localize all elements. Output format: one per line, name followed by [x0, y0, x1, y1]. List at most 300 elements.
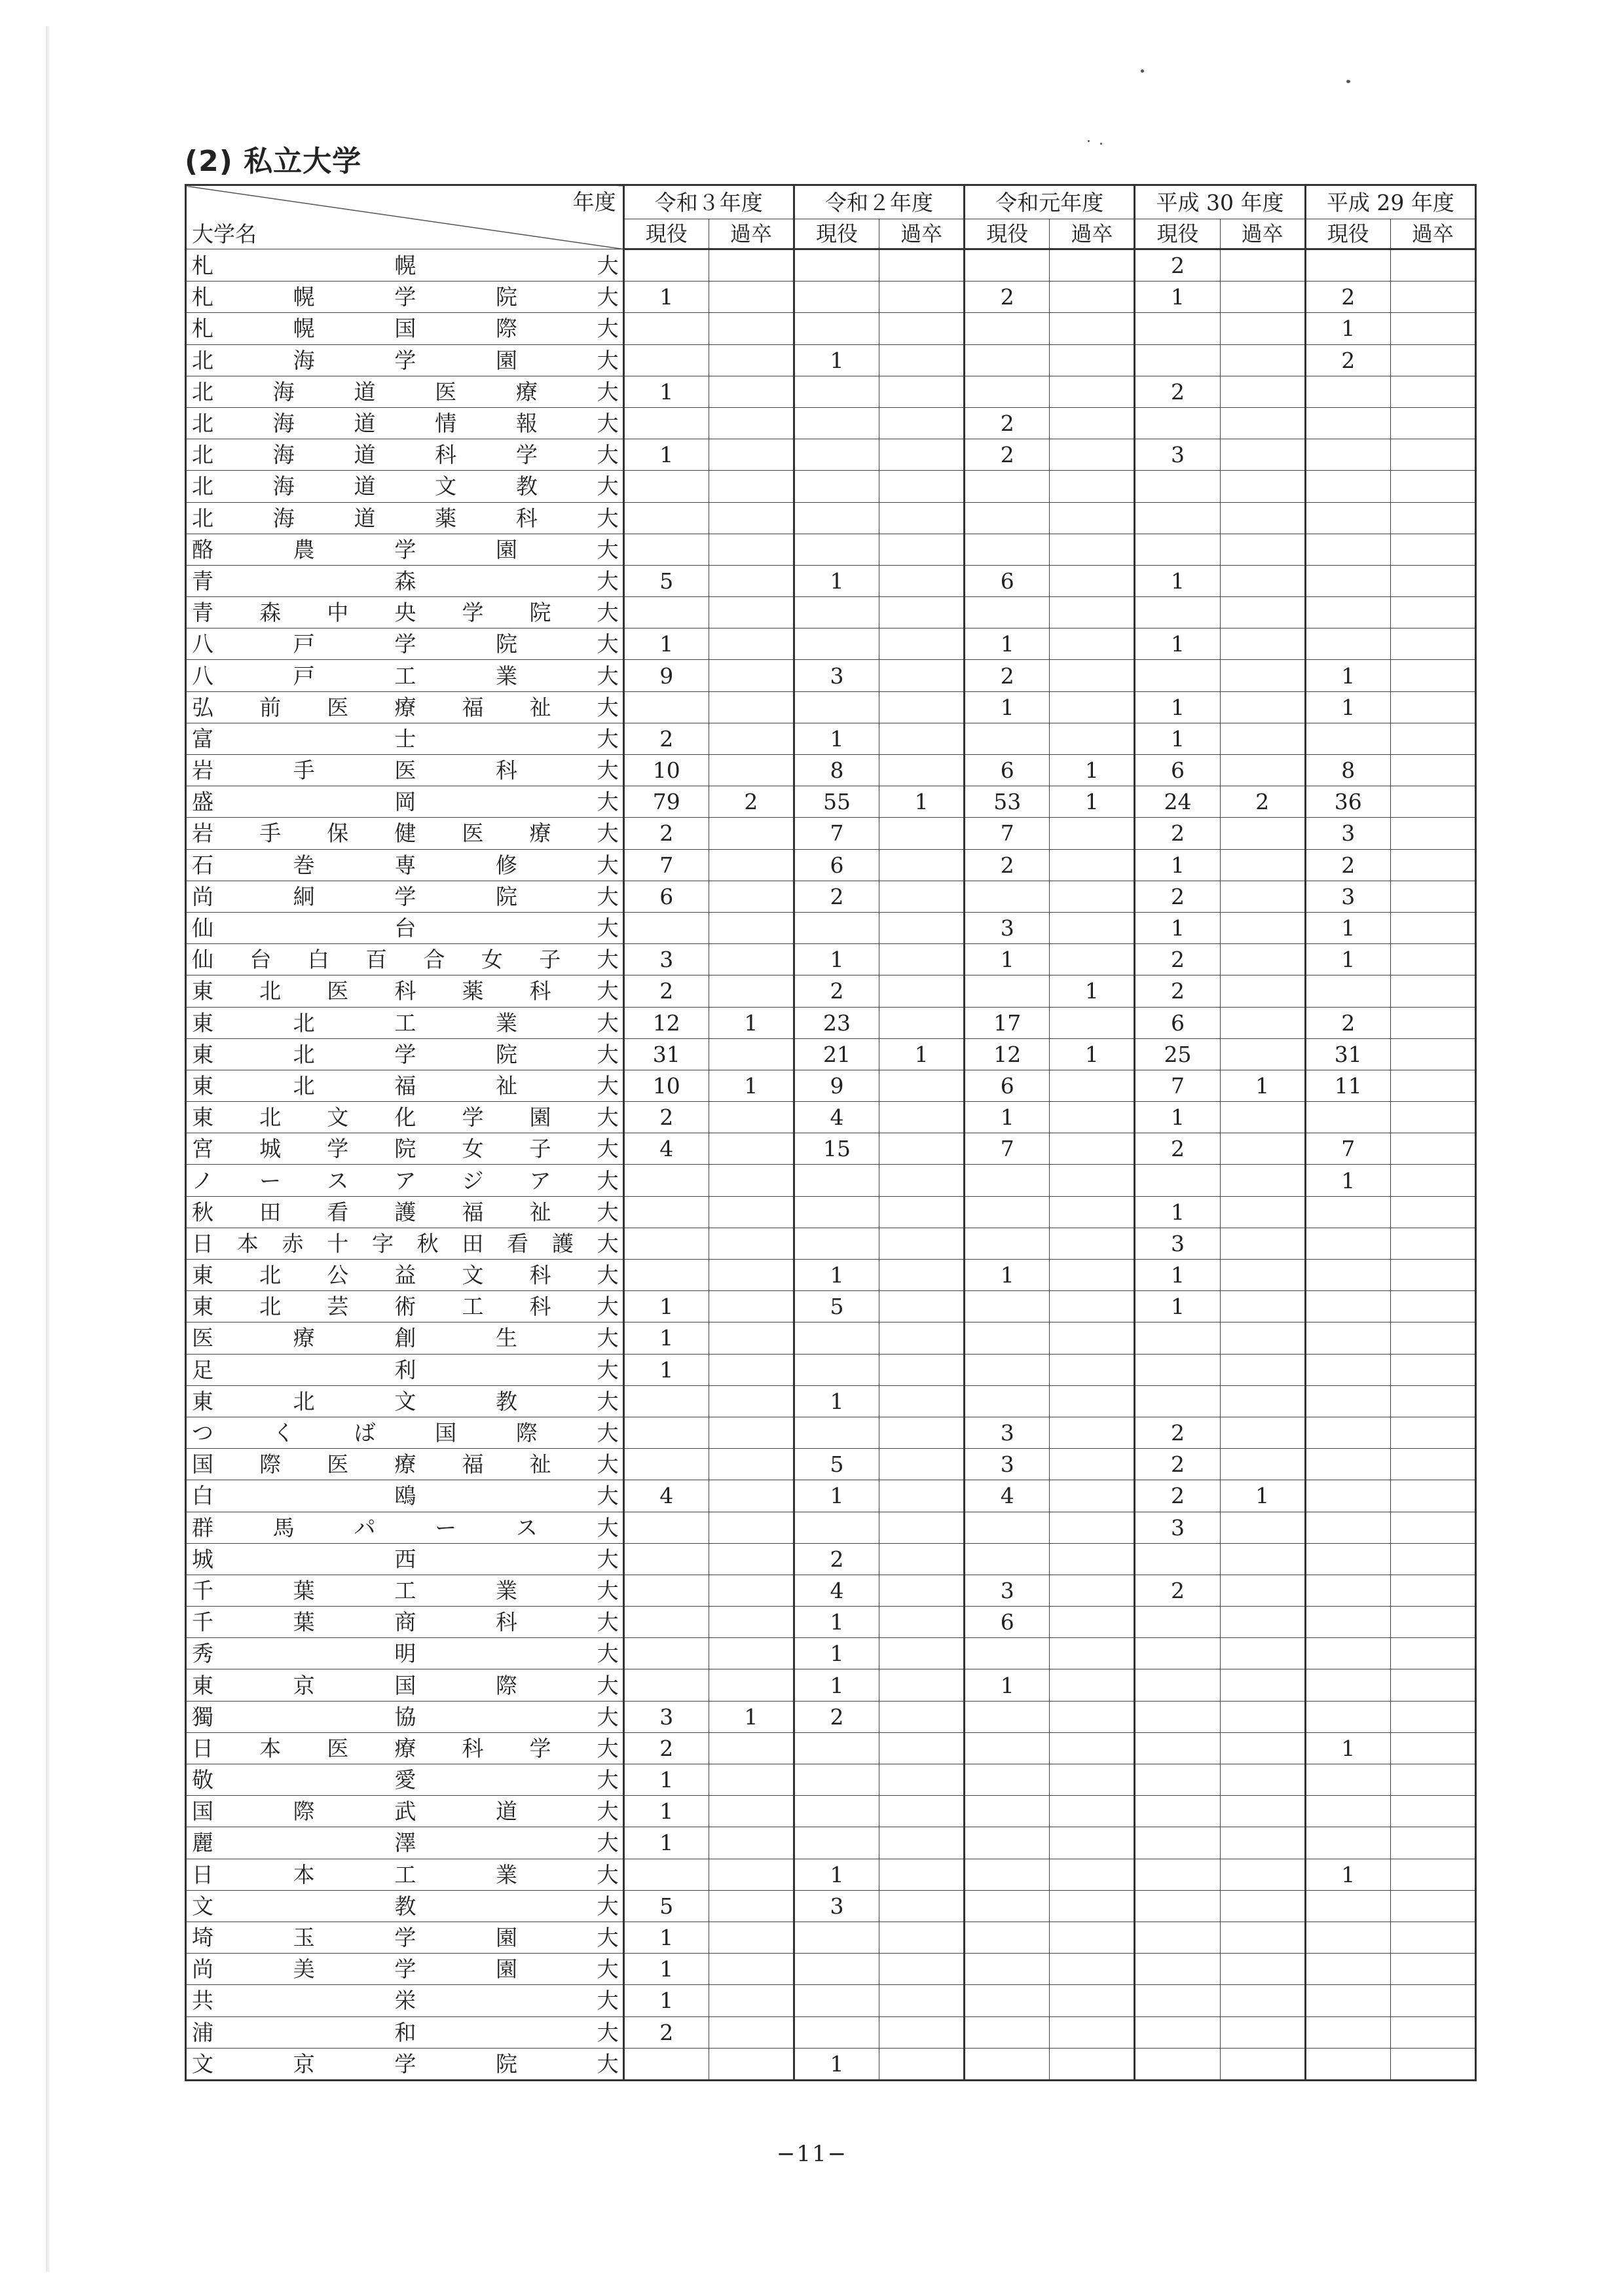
count-graduated-cell	[879, 849, 965, 881]
count-graduated-cell	[879, 1607, 965, 1638]
table-row	[186, 471, 1476, 502]
count-current-cell: 1	[1135, 282, 1220, 313]
count-current-cell: 7	[623, 849, 709, 881]
count-graduated-cell	[1220, 1322, 1305, 1354]
count-current-cell: 4	[623, 1133, 709, 1165]
count-current-cell	[623, 1859, 709, 1890]
count-current-cell: 1	[1135, 1196, 1220, 1228]
count-current-cell: 6	[623, 881, 709, 912]
count-graduated-cell	[1220, 439, 1305, 471]
count-current-cell	[1135, 1796, 1220, 1827]
count-current-cell: 2	[1305, 849, 1390, 881]
count-graduated-cell	[879, 565, 965, 596]
count-current-cell	[794, 1165, 879, 1196]
count-graduated-cell	[1390, 1480, 1475, 1512]
count-current-cell	[1305, 1954, 1390, 1985]
table-row	[186, 313, 1476, 344]
university-name-cell	[186, 629, 624, 660]
count-graduated-cell	[879, 1417, 965, 1448]
count-graduated-cell	[1390, 1638, 1475, 1669]
count-graduated-cell	[1220, 881, 1305, 912]
count-current-cell	[1135, 1607, 1220, 1638]
university-name-cell	[186, 344, 624, 376]
count-current-cell	[1135, 344, 1220, 376]
count-graduated-cell	[1390, 786, 1475, 818]
count-current-cell: 1	[1135, 1291, 1220, 1322]
year-header: 令和元年度	[965, 185, 1135, 219]
count-graduated-cell	[879, 1354, 965, 1385]
count-graduated-cell	[1220, 1417, 1305, 1448]
count-graduated-cell	[1050, 912, 1135, 943]
university-name: 白 鴎 大	[192, 1483, 619, 1509]
count-graduated-cell	[1390, 249, 1475, 282]
count-graduated-cell	[1050, 1543, 1135, 1575]
count-current-cell	[623, 1669, 709, 1701]
university-name-cell	[186, 1732, 624, 1764]
count-current-cell	[623, 691, 709, 723]
count-graduated-cell	[879, 1764, 965, 1796]
count-graduated-cell	[879, 1669, 965, 1701]
count-graduated-cell: 1	[1220, 1070, 1305, 1101]
count-current-cell: 1	[965, 691, 1050, 723]
table-row	[186, 629, 1476, 660]
count-graduated-cell	[1050, 597, 1135, 629]
university-name: 千 葉 工 業 大	[192, 1577, 619, 1603]
count-current-cell	[623, 1196, 709, 1228]
count-current-cell	[1305, 1827, 1390, 1859]
count-graduated-cell	[1220, 1985, 1305, 2016]
count-current-cell: 7	[794, 818, 879, 849]
subheader-current: 現役	[1305, 219, 1390, 249]
university-name-cell	[186, 1196, 624, 1228]
count-graduated-cell	[1220, 471, 1305, 502]
count-graduated-cell	[1220, 1890, 1305, 1922]
count-current-cell	[1305, 534, 1390, 565]
count-current-cell	[623, 407, 709, 439]
count-graduated-cell	[879, 597, 965, 629]
count-graduated-cell	[1390, 1859, 1475, 1890]
university-name: 文 京 学 院 大	[192, 2050, 619, 2077]
count-graduated-cell: 2	[1220, 786, 1305, 818]
corner-header-cell	[186, 185, 624, 249]
count-current-cell: 6	[965, 1607, 1050, 1638]
count-current-cell	[794, 1196, 879, 1228]
count-graduated-cell	[1390, 376, 1475, 407]
count-current-cell: 2	[1135, 881, 1220, 912]
count-graduated-cell: 2	[709, 786, 794, 818]
count-graduated-cell	[1390, 282, 1475, 313]
count-graduated-cell	[1390, 1827, 1475, 1859]
count-graduated-cell	[1390, 2016, 1475, 2048]
count-current-cell	[1305, 1543, 1390, 1575]
table-row	[186, 344, 1476, 376]
count-current-cell: 1	[1305, 1859, 1390, 1890]
count-current-cell: 2	[623, 2016, 709, 2048]
count-graduated-cell	[1050, 1291, 1135, 1322]
count-graduated-cell	[709, 1133, 794, 1165]
count-current-cell: 5	[794, 1291, 879, 1322]
count-graduated-cell	[709, 282, 794, 313]
count-graduated-cell	[1050, 818, 1135, 849]
count-graduated-cell	[709, 691, 794, 723]
count-current-cell	[623, 1512, 709, 1543]
count-graduated-cell	[1050, 1575, 1135, 1606]
university-name: 千 葉 商 科 大	[192, 1609, 619, 1635]
count-current-cell: 36	[1305, 786, 1390, 818]
table-row	[186, 755, 1476, 786]
university-name-cell	[186, 249, 624, 282]
count-current-cell	[623, 1449, 709, 1480]
count-current-cell	[965, 1890, 1050, 1922]
count-current-cell	[794, 249, 879, 282]
count-graduated-cell	[1050, 1260, 1135, 1291]
table-row	[186, 376, 1476, 407]
count-current-cell: 31	[1305, 1038, 1390, 1070]
count-current-cell: 4	[623, 1480, 709, 1512]
university-name: 石 巻 専 修 大	[192, 852, 619, 878]
count-graduated-cell	[879, 2048, 965, 2080]
table-row	[186, 1859, 1476, 1890]
count-graduated-cell	[709, 1165, 794, 1196]
count-current-cell: 17	[965, 1007, 1050, 1038]
count-current-cell: 6	[965, 1070, 1050, 1101]
count-graduated-cell	[1390, 975, 1475, 1007]
count-current-cell	[623, 597, 709, 629]
count-graduated-cell	[1220, 1228, 1305, 1259]
count-current-cell: 6	[1135, 1007, 1220, 1038]
count-current-cell: 2	[623, 1732, 709, 1764]
year-header: 令和２年度	[794, 185, 964, 219]
count-graduated-cell	[1390, 1796, 1475, 1827]
count-graduated-cell: 1	[709, 1007, 794, 1038]
header-row-years	[186, 185, 1476, 219]
count-current-cell: 2	[623, 818, 709, 849]
table-row	[186, 1638, 1476, 1669]
university-name-cell	[186, 912, 624, 943]
count-current-cell	[623, 912, 709, 943]
table-row	[186, 1796, 1476, 1827]
count-graduated-cell	[1220, 1133, 1305, 1165]
table-row	[186, 1575, 1476, 1606]
count-graduated-cell	[1390, 1038, 1475, 1070]
count-graduated-cell	[1390, 597, 1475, 629]
university-name-cell	[186, 1701, 624, 1732]
count-current-cell: 1	[1305, 691, 1390, 723]
count-current-cell	[1305, 723, 1390, 754]
count-current-cell: 1	[965, 1260, 1050, 1291]
table-row	[186, 565, 1476, 596]
count-current-cell	[794, 1922, 879, 1953]
count-current-cell	[1135, 597, 1220, 629]
university-name: 北 海 道 文 教 大	[192, 473, 619, 500]
count-graduated-cell	[1390, 1701, 1475, 1732]
count-current-cell: 1	[1305, 912, 1390, 943]
count-current-cell	[965, 344, 1050, 376]
university-name: 日 本 医 療 科 学 大	[192, 1735, 619, 1761]
count-graduated-cell	[879, 881, 965, 912]
count-current-cell	[1305, 1638, 1390, 1669]
count-current-cell	[1305, 597, 1390, 629]
count-graduated-cell	[709, 660, 794, 691]
table-row	[186, 1512, 1476, 1543]
table-header	[186, 185, 1476, 249]
count-graduated-cell	[1390, 755, 1475, 786]
count-graduated-cell	[879, 407, 965, 439]
count-graduated-cell	[879, 439, 965, 471]
count-graduated-cell	[1050, 1701, 1135, 1732]
university-name-cell	[186, 1543, 624, 1575]
count-graduated-cell	[1050, 881, 1135, 912]
count-graduated-cell	[709, 597, 794, 629]
count-current-cell: 7	[965, 818, 1050, 849]
count-current-cell: 2	[965, 849, 1050, 881]
count-current-cell: 1	[623, 1764, 709, 1796]
count-graduated-cell	[1390, 1291, 1475, 1322]
count-graduated-cell	[1050, 629, 1135, 660]
count-current-cell	[794, 1354, 879, 1385]
count-current-cell	[623, 344, 709, 376]
count-graduated-cell	[1050, 282, 1135, 313]
count-current-cell	[623, 2048, 709, 2080]
count-current-cell: 5	[794, 1449, 879, 1480]
scan-speck	[1141, 69, 1144, 73]
count-graduated-cell	[879, 1575, 965, 1606]
table-row	[186, 786, 1476, 818]
count-graduated-cell	[1050, 1890, 1135, 1922]
count-current-cell: 2	[1135, 1133, 1220, 1165]
count-current-cell	[1135, 1859, 1220, 1890]
university-name-cell	[186, 376, 624, 407]
scan-speck	[1088, 140, 1090, 142]
table-row	[186, 2016, 1476, 2048]
count-current-cell	[965, 975, 1050, 1007]
count-current-cell: 3	[623, 1701, 709, 1732]
table-row	[186, 1165, 1476, 1196]
count-graduated-cell	[1050, 2016, 1135, 2048]
university-name: 埼 玉 学 園 大	[192, 1925, 619, 1951]
count-graduated-cell	[1220, 1165, 1305, 1196]
count-current-cell	[965, 1764, 1050, 1796]
count-graduated-cell	[709, 1512, 794, 1543]
count-current-cell	[623, 1165, 709, 1196]
count-current-cell: 79	[623, 786, 709, 818]
count-current-cell	[965, 1954, 1050, 1985]
university-name: 城 西 大	[192, 1546, 619, 1572]
count-graduated-cell	[1220, 912, 1305, 943]
count-current-cell	[1305, 1575, 1390, 1606]
count-current-cell: 4	[794, 1575, 879, 1606]
count-current-cell	[965, 376, 1050, 407]
count-current-cell	[623, 1575, 709, 1606]
count-current-cell: 1	[623, 1827, 709, 1859]
count-graduated-cell	[879, 1796, 965, 1827]
count-current-cell: 53	[965, 786, 1050, 818]
count-graduated-cell	[879, 755, 965, 786]
count-graduated-cell	[1390, 1890, 1475, 1922]
count-current-cell: 1	[794, 1638, 879, 1669]
count-graduated-cell	[1050, 376, 1135, 407]
table-row	[186, 660, 1476, 691]
table-body	[186, 249, 1476, 2081]
table-row	[186, 1607, 1476, 1638]
count-current-cell: 3	[1135, 439, 1220, 471]
count-graduated-cell	[879, 818, 965, 849]
university-name-cell	[186, 849, 624, 881]
table-row	[186, 1196, 1476, 1228]
table-row	[186, 1102, 1476, 1133]
table-row	[186, 723, 1476, 754]
count-current-cell	[1135, 1890, 1220, 1922]
count-graduated-cell	[879, 1385, 965, 1417]
count-graduated-cell	[709, 1354, 794, 1385]
count-current-cell	[623, 249, 709, 282]
count-graduated-cell	[1050, 1827, 1135, 1859]
count-current-cell: 2	[1135, 249, 1220, 282]
count-graduated-cell	[1220, 723, 1305, 754]
count-current-cell: 2	[623, 1102, 709, 1133]
count-current-cell: 4	[794, 1102, 879, 1133]
table-row	[186, 1322, 1476, 1354]
count-current-cell: 2	[965, 282, 1050, 313]
count-current-cell	[1305, 1385, 1390, 1417]
table-row	[186, 1890, 1476, 1922]
count-current-cell: 1	[794, 723, 879, 754]
count-current-cell: 1	[623, 1796, 709, 1827]
university-name: 北 海 道 科 学 大	[192, 442, 619, 468]
count-current-cell	[965, 1165, 1050, 1196]
count-graduated-cell	[879, 1890, 965, 1922]
count-graduated-cell	[1220, 975, 1305, 1007]
count-graduated-cell	[1050, 849, 1135, 881]
count-current-cell: 2	[794, 1543, 879, 1575]
count-current-cell: 1	[1135, 912, 1220, 943]
count-graduated-cell	[709, 1764, 794, 1796]
count-graduated-cell	[879, 660, 965, 691]
university-name: 仙 台 大	[192, 915, 619, 941]
count-current-cell	[1135, 407, 1220, 439]
count-graduated-cell	[879, 1512, 965, 1543]
university-name-cell	[186, 1102, 624, 1133]
university-name: 浦 和 大	[192, 2019, 619, 2045]
table-row	[186, 249, 1476, 282]
count-graduated-cell	[709, 1796, 794, 1827]
university-name-cell	[186, 1322, 624, 1354]
table-row	[186, 1543, 1476, 1575]
university-name-cell	[186, 1575, 624, 1606]
count-current-cell: 1	[794, 944, 879, 975]
subheader-graduated: 過卒	[709, 219, 794, 249]
count-graduated-cell	[709, 1890, 794, 1922]
count-graduated-cell: 1	[709, 1701, 794, 1732]
university-name-cell	[186, 313, 624, 344]
count-graduated-cell	[879, 1291, 965, 1322]
university-name-cell	[186, 2016, 624, 2048]
count-current-cell	[965, 1796, 1050, 1827]
count-graduated-cell	[1390, 439, 1475, 471]
count-current-cell	[623, 471, 709, 502]
count-graduated-cell	[1050, 344, 1135, 376]
year-header: 令和３年度	[623, 185, 794, 219]
university-name-cell	[186, 1449, 624, 1480]
count-graduated-cell	[1390, 1575, 1475, 1606]
count-graduated-cell	[879, 1133, 965, 1165]
count-current-cell	[1135, 1165, 1220, 1196]
count-graduated-cell	[1390, 534, 1475, 565]
university-name-cell	[186, 1669, 624, 1701]
count-current-cell	[1135, 660, 1220, 691]
count-current-cell: 2	[965, 439, 1050, 471]
count-graduated-cell	[1390, 313, 1475, 344]
count-current-cell	[965, 1985, 1050, 2016]
count-current-cell	[1305, 1764, 1390, 1796]
university-name: 青 森 中 央 学 院 大	[192, 600, 619, 626]
count-graduated-cell	[1220, 1764, 1305, 1796]
university-name: 国 際 医 療 福 祉 大	[192, 1451, 619, 1478]
count-current-cell	[1305, 407, 1390, 439]
count-current-cell: 3	[1135, 1512, 1220, 1543]
count-graduated-cell	[1390, 502, 1475, 534]
count-current-cell: 1	[1305, 660, 1390, 691]
university-name: 東 北 文 教 大	[192, 1388, 619, 1414]
university-name-cell	[186, 881, 624, 912]
count-current-cell	[623, 1543, 709, 1575]
count-current-cell	[794, 912, 879, 943]
count-graduated-cell	[1050, 439, 1135, 471]
count-current-cell	[965, 1291, 1050, 1322]
table-row	[186, 1827, 1476, 1859]
university-name-cell	[186, 1385, 624, 1417]
count-graduated-cell	[1050, 1322, 1135, 1354]
count-graduated-cell	[709, 534, 794, 565]
count-graduated-cell	[879, 1196, 965, 1228]
count-graduated-cell	[1390, 660, 1475, 691]
count-current-cell: 1	[1135, 1260, 1220, 1291]
count-current-cell	[1305, 1417, 1390, 1448]
count-current-cell	[1135, 1638, 1220, 1669]
count-current-cell: 6	[965, 565, 1050, 596]
count-graduated-cell	[1050, 660, 1135, 691]
subheader-current: 現役	[1135, 219, 1220, 249]
count-graduated-cell	[1390, 407, 1475, 439]
count-graduated-cell	[1220, 1669, 1305, 1701]
count-graduated-cell	[1050, 1449, 1135, 1480]
count-graduated-cell: 1	[1050, 1038, 1135, 1070]
count-graduated-cell	[709, 1922, 794, 1953]
count-graduated-cell	[1220, 1859, 1305, 1890]
count-current-cell	[794, 282, 879, 313]
count-current-cell	[1135, 2016, 1220, 2048]
count-graduated-cell	[1390, 881, 1475, 912]
count-graduated-cell	[709, 1985, 794, 2016]
count-graduated-cell	[1390, 1228, 1475, 1259]
count-current-cell	[1305, 1260, 1390, 1291]
count-graduated-cell	[1050, 1196, 1135, 1228]
count-graduated-cell: 1	[879, 786, 965, 818]
count-current-cell: 7	[1305, 1133, 1390, 1165]
table-row	[186, 912, 1476, 943]
count-graduated-cell	[1050, 1385, 1135, 1417]
university-name: 富 士 大	[192, 725, 619, 752]
count-current-cell: 1	[1135, 723, 1220, 754]
count-graduated-cell	[879, 376, 965, 407]
count-current-cell	[1305, 2016, 1390, 2048]
count-current-cell: 8	[1305, 755, 1390, 786]
count-graduated-cell	[1390, 1417, 1475, 1448]
table-row	[186, 1260, 1476, 1291]
count-graduated-cell	[1050, 691, 1135, 723]
count-current-cell: 6	[794, 849, 879, 881]
count-current-cell: 3	[965, 912, 1050, 943]
